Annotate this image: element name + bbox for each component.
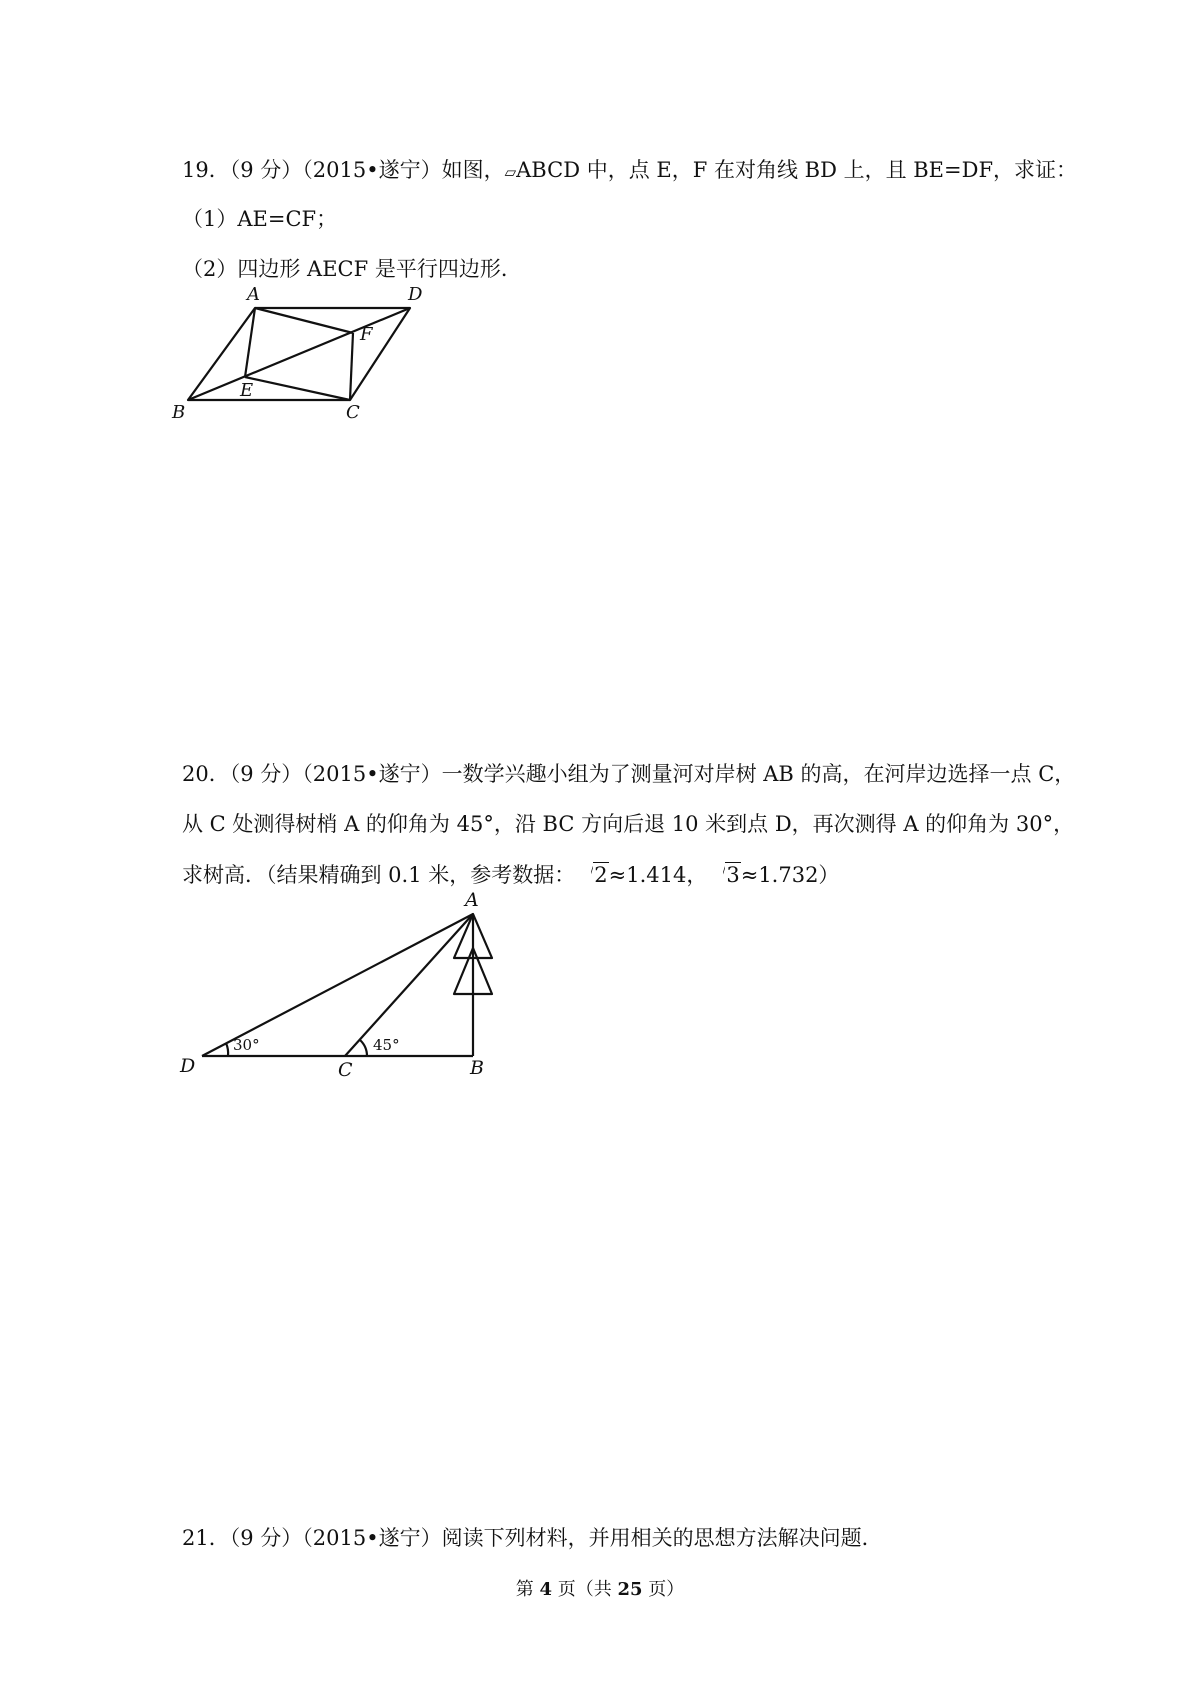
sqrt2 (577, 861, 608, 889)
label-c: C (338, 1059, 353, 1080)
sightline-da (202, 914, 473, 1056)
angle-label-45: 45° (373, 1036, 400, 1054)
angle-arc-d (226, 1043, 228, 1056)
q20-line1: 20．（9 分）（2015•遂宁）一数学兴趣小组为了测量河对岸树 AB 的高，在河岸边选择一点 C， (182, 762, 1076, 786)
q20-line3 (182, 861, 839, 889)
angle-arc-c (360, 1040, 367, 1056)
sqrt3-radicand: 3 (726, 863, 740, 887)
q19-figure (170, 282, 430, 422)
footer-suffix: 页） (642, 1579, 685, 1600)
q19-stem-after: ABCD 中，点 E，F 在对角线 BD 上，且 BE=DF，求证： (516, 158, 1078, 182)
sqrt3-value: ≈1.732） (740, 863, 840, 887)
q20-line2: 从 C 处测得树梢 A 的仰角为 45°，沿 BC 方向后退 10 米到点 D，再次测得 A 的仰角为 30°， (182, 812, 1075, 836)
footer-total-pages: 25 (617, 1579, 643, 1600)
q19-part1: （1）AE=CF； (182, 207, 338, 231)
q19-part2: （2）四边形 AECF 是平行四边形． (182, 257, 522, 281)
q20-line3-text: 求树高．（结果精确到 0.1 米，参考数据： (182, 863, 576, 887)
segment-ce (245, 377, 350, 400)
q20-figure (170, 890, 520, 1080)
angle-label-30: 30° (233, 1036, 260, 1054)
parallelogram-symbol: ▱ (504, 163, 517, 181)
sqrt2-value: ≈1.414， (608, 863, 708, 887)
segment-af (255, 308, 353, 333)
label-f: F (360, 324, 373, 345)
sightline-ca (345, 914, 473, 1056)
footer-prefix: 第 (515, 1579, 540, 1600)
page-footer (0, 1578, 1200, 1602)
label-a: A (465, 890, 479, 911)
sqrt3 (709, 861, 740, 889)
q19-stem-before: 19．（9 分）（2015•遂宁）如图， (182, 158, 505, 182)
q21-stem: 21．（9 分）（2015•遂宁）阅读下列材料，并用相关的思想方法解决问题． (182, 1526, 883, 1550)
q19-stem (182, 156, 1077, 186)
label-c: C (346, 402, 360, 422)
label-b: B (172, 402, 186, 422)
label-e: E (240, 380, 254, 401)
label-d: D (180, 1055, 196, 1077)
sqrt2-radicand: 2 (594, 863, 608, 887)
label-d: D (408, 284, 423, 305)
segment-cf (350, 333, 353, 400)
label-b: B (470, 1057, 484, 1079)
footer-page-number: 4 (539, 1579, 552, 1600)
label-a: A (247, 284, 260, 305)
footer-middle: 页（共 (552, 1579, 618, 1600)
